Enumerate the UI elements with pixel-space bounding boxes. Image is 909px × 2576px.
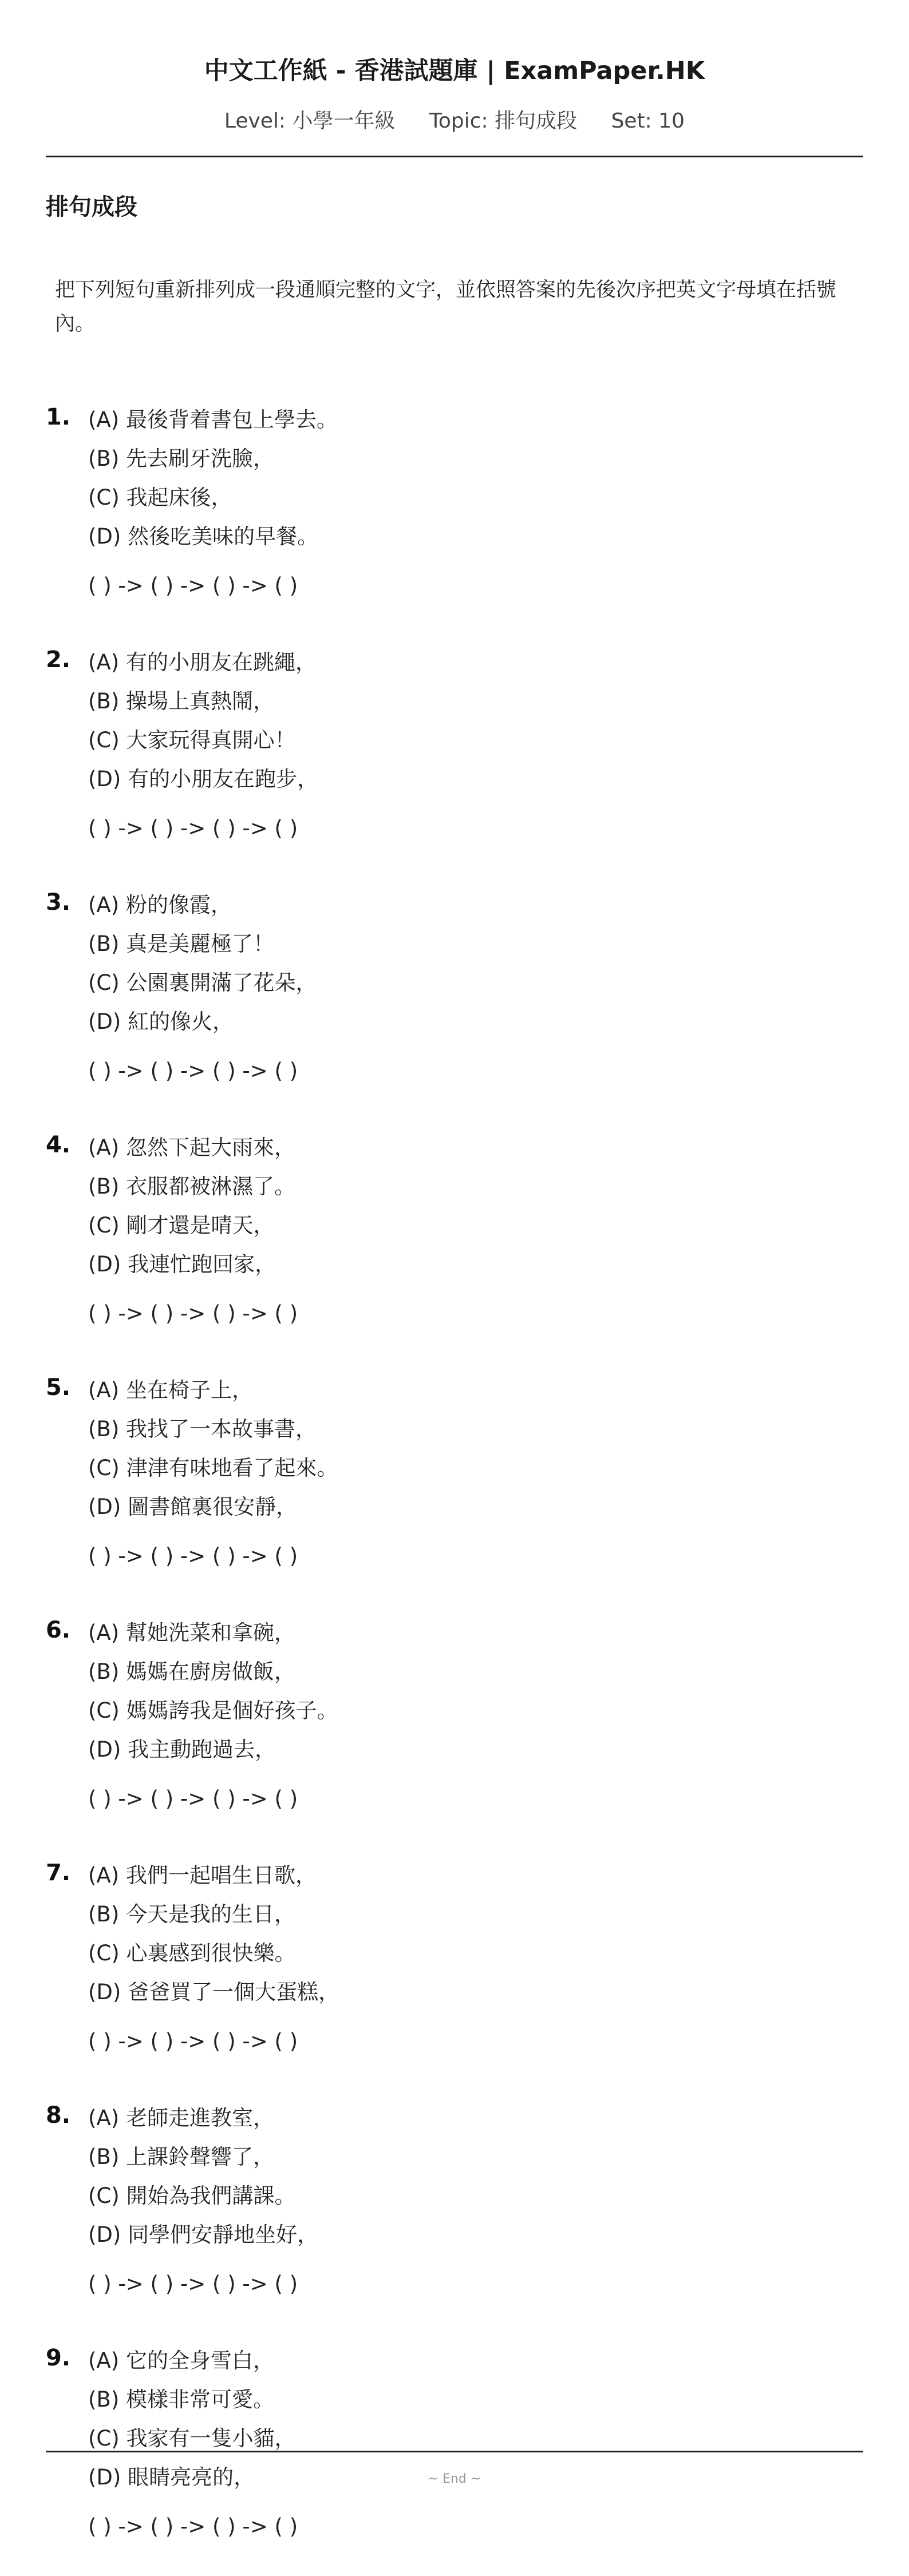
option-b: (B) 我找了一本故事書， <box>88 1417 317 1441</box>
option-b: (B) 媽媽在廚房做飯， <box>88 1659 296 1684</box>
instructions: 把下列短句重新排列成一段通順完整的文字，並依照答案的先後次序把英文字母填在括號內。 <box>55 279 837 335</box>
worksheet-meta <box>46 105 863 134</box>
option-c: (C) 心裏感到很快樂。 <box>88 1941 296 1965</box>
answer-blanks: ( ) -> ( ) -> ( ) -> ( ) <box>88 1786 298 1811</box>
option-d: (D) 爸爸買了一個大蛋糕， <box>88 1980 340 2004</box>
option-list <box>88 2099 318 2254</box>
option-a: (A) 最後背着書包上學去。 <box>88 407 338 432</box>
option-d: (D) 圖書館裏很安靜， <box>88 1495 298 1519</box>
option-c: (C) 我起床後， <box>88 485 232 510</box>
option-d: (D) 同學們安靜地坐好， <box>88 2222 319 2247</box>
answer-blanks: ( ) -> ( ) -> ( ) -> ( ) <box>88 1059 298 1083</box>
end-marker: ~ End ~ <box>428 2472 481 2486</box>
option-d: (D) 有的小朋友在跑步， <box>88 767 319 791</box>
option-list <box>88 886 317 1041</box>
question-item <box>46 2099 790 2333</box>
option-a: (A) 坐在椅子上， <box>88 1378 253 1402</box>
level-label: Level: 小學一年級 <box>224 109 396 133</box>
question-item <box>46 1371 790 1606</box>
option-c: (C) 開始為我們講課。 <box>88 2183 296 2208</box>
question-number: 1. <box>46 404 71 430</box>
option-c: (C) 津津有味地看了起來。 <box>88 1456 338 1480</box>
question-number: 6. <box>46 1617 71 1643</box>
option-d: (D) 我連忙跑回家， <box>88 1252 276 1277</box>
option-list <box>88 1856 339 2012</box>
answer-blanks: ( ) -> ( ) -> ( ) -> ( ) <box>88 2029 298 2054</box>
option-list <box>88 643 318 799</box>
option-c: (C) 公園裏開滿了花朵， <box>88 970 317 995</box>
question-number: 2. <box>46 647 71 673</box>
option-b: (B) 先去刷牙洗臉， <box>88 446 275 471</box>
question-item <box>46 401 790 635</box>
question-item <box>46 1128 790 1363</box>
option-b: (B) 模樣非常可愛。 <box>88 2387 275 2412</box>
option-a: (A) 它的全身雪白， <box>88 2348 274 2373</box>
set-label: Set: 10 <box>611 109 685 133</box>
option-a: (A) 老師走進教室， <box>88 2106 274 2130</box>
question-item <box>46 643 790 878</box>
question-item <box>46 1856 790 2091</box>
question-number: 8. <box>46 2102 71 2129</box>
option-b: (B) 真是美麗極了！ <box>88 932 275 956</box>
option-list <box>88 1614 338 1769</box>
question-item <box>46 1614 790 1848</box>
answer-blanks: ( ) -> ( ) -> ( ) -> ( ) <box>88 2272 298 2296</box>
question-number: 3. <box>46 889 71 916</box>
option-a: (A) 有的小朋友在跳繩， <box>88 650 317 675</box>
option-b: (B) 上課鈴聲響了， <box>88 2145 275 2169</box>
page-title: 中文工作紙 - 香港試題庫 | ExamPaper.HK <box>204 57 705 85</box>
option-list <box>88 1128 295 1284</box>
page-footer <box>46 2451 863 2486</box>
option-b: (B) 今天是我的生日， <box>88 1902 296 1927</box>
option-list <box>88 401 338 556</box>
topic-label: Topic: 排句成段 <box>429 109 578 133</box>
option-d: (D) 我主動跑過去， <box>88 1737 276 1762</box>
answer-blanks: ( ) -> ( ) -> ( ) -> ( ) <box>88 1544 298 1568</box>
option-d: (D) 然後吃美味的早餐。 <box>88 524 319 549</box>
worksheet-header <box>46 0 863 157</box>
option-b: (B) 操場上真熱鬧， <box>88 689 275 714</box>
option-list <box>88 1371 338 1527</box>
option-a: (A) 我們一起唱生日歌， <box>88 1863 317 1888</box>
section-title: 排句成段 <box>46 194 137 220</box>
option-d: (D) 眼睛亮亮的， <box>88 2465 255 2490</box>
option-a: (A) 幫她洗菜和拿碗， <box>88 1620 295 1645</box>
option-d: (D) 紅的像火， <box>88 1009 234 1034</box>
question-number: 7. <box>46 1860 71 1886</box>
option-a: (A) 粉的像霞， <box>88 893 232 917</box>
answer-blanks: ( ) -> ( ) -> ( ) -> ( ) <box>88 2514 298 2539</box>
question-number: 9. <box>46 2345 71 2371</box>
option-c: (C) 媽媽誇我是個好孩子。 <box>88 1698 338 1723</box>
answer-blanks: ( ) -> ( ) -> ( ) -> ( ) <box>88 1301 298 1326</box>
option-c: (C) 剛才還是晴天， <box>88 1213 275 1238</box>
option-c: (C) 大家玩得真開心！ <box>88 728 296 752</box>
option-b: (B) 衣服都被淋濕了。 <box>88 1174 296 1199</box>
answer-blanks: ( ) -> ( ) -> ( ) -> ( ) <box>88 573 298 598</box>
question-number: 4. <box>46 1132 71 1158</box>
option-c: (C) 我家有一隻小貓， <box>88 2426 296 2451</box>
question-number: 5. <box>46 1374 71 1401</box>
question-item <box>46 886 790 1120</box>
answer-blanks: ( ) -> ( ) -> ( ) -> ( ) <box>88 816 298 841</box>
option-a: (A) 忽然下起大雨來， <box>88 1135 295 1160</box>
